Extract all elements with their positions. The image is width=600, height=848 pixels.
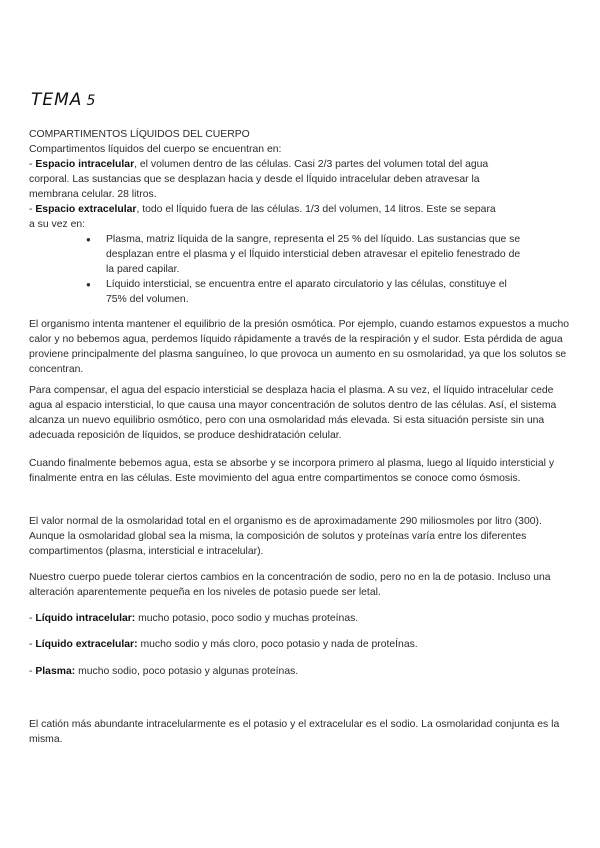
intracelular-label: Espacio intracelular [35, 159, 135, 170]
extracelular-text: , todo el lÍquido fuera de las células. 1/3 del volumen, 14 litros. Este se separa a su vez en: [29, 204, 496, 230]
bullet-list [86, 232, 526, 307]
paragraph-3: Cuando finalmente bebemos agua, esta se absorbe y se incorpora primero al plasma, luego al líquido intersticial y finalmente entra en las células. Este movimiento del agua entre compartimentos se conoce como ósmosis. [29, 458, 555, 484]
composition-label: Plasma: [35, 666, 76, 677]
page-title [31, 90, 97, 110]
composition-intracelular [29, 611, 577, 626]
composition-text: mucho potasio, poco sodio y muchas proteínas. [135, 613, 359, 624]
extracelular-label: Espacio extracelular [35, 204, 137, 215]
intracelular-text: , el volumen dentro de las células. Casi 2/3 partes del volumen total del agua corporal. Las sustancias que se desplazan hacia y desde el lÍquido intracelular deben atravesar la membrana celular. 28 litros. [29, 159, 489, 200]
intracelular-item [29, 157, 499, 202]
section-heading: COMPARTIMENTOS LÍQUIDOS DEL CUERPO [29, 129, 250, 140]
paragraph-2: Para compensar, el agua del espacio intersticial se desplaza hacia el plasma. A su vez, el líquido intracelular cede agua al espacio intersticial, lo que causa una mayor concentración de solutos dentro de las células. Así, el sistema alcanza un nuevo equilibrio osmótico, pero con una osmolaridad más elevada. Si esta situación persiste sin una adecuada reposición de líquidos, se produce deshidratación celular. [29, 385, 557, 441]
composition-text: mucho sodio y más cloro, poco potasio y nada de proteÍnas. [137, 639, 418, 650]
composition-prefix: - [29, 613, 36, 624]
composition-prefix: - [29, 666, 36, 677]
composition-prefix: - [29, 639, 36, 650]
intro-text: Compartimentos líquidos del cuerpo se encuentran en: [29, 144, 282, 155]
extracelular-prefix: - [29, 204, 36, 215]
intracelular-prefix: - [29, 159, 36, 170]
title-word: TEMA [31, 90, 83, 110]
composition-label: Líquido intracelular: [35, 613, 136, 624]
composition-plasma [29, 664, 577, 679]
extracelular-item [29, 202, 499, 232]
closing-paragraph: El catión más abundante intracelularmente es el potasio y el extracelular es el sodio. La osmolaridad conjunta es la misma. [29, 719, 560, 745]
composition-extracelular [29, 637, 577, 652]
paragraph-4: El valor normal de la osmolaridad total en el organismo es de aproximadamente 290 miliosmoles por litro (300). Aunque la osmolaridad global sea la misma, la composición de solutos y proteínas varía entre los diferentes compartimentos (plasma, intersticial e intracelular). [29, 516, 542, 557]
bullet-plasma: ● Plasma, matriz líquida de la sangre, representa el 25 % del líquido. Las sustancias que se desplazan entre el plasma y el lÍquido intersticial deben atravesar el epitelio fenestrado de la pared capilar. [86, 232, 526, 277]
composition-text: mucho sodio, poco potasio y algunas proteínas. [75, 666, 299, 677]
bullet-intersticial: ● Líquido intersticial, se encuentra entre el aparato circulatorio y las células, constituye el 75% del volumen. [86, 277, 526, 307]
composition-label: Líquido extracelular: [35, 639, 138, 650]
title-number: 5 [86, 93, 97, 109]
paragraph-5: Nuestro cuerpo puede tolerar ciertos cambios en la concentración de sodio, pero no en la de potasio. Incluso una alteración aparentemente pequeña en los niveles de potasio puede ser letal. [29, 572, 551, 598]
paragraph-1: El organismo intenta mantener el equilibrio de la presión osmótica. Por ejemplo, cuando estamos expuestos a mucho calor y no bebemos agua, perdemos líquido rápidamente a través de la respiración y el sudor. Esta pérdida de agua proviene principalmente del plasma sanguíneo, lo que provoca un aumento en su osmolaridad, ya que los solutos se concentran. [29, 319, 570, 375]
